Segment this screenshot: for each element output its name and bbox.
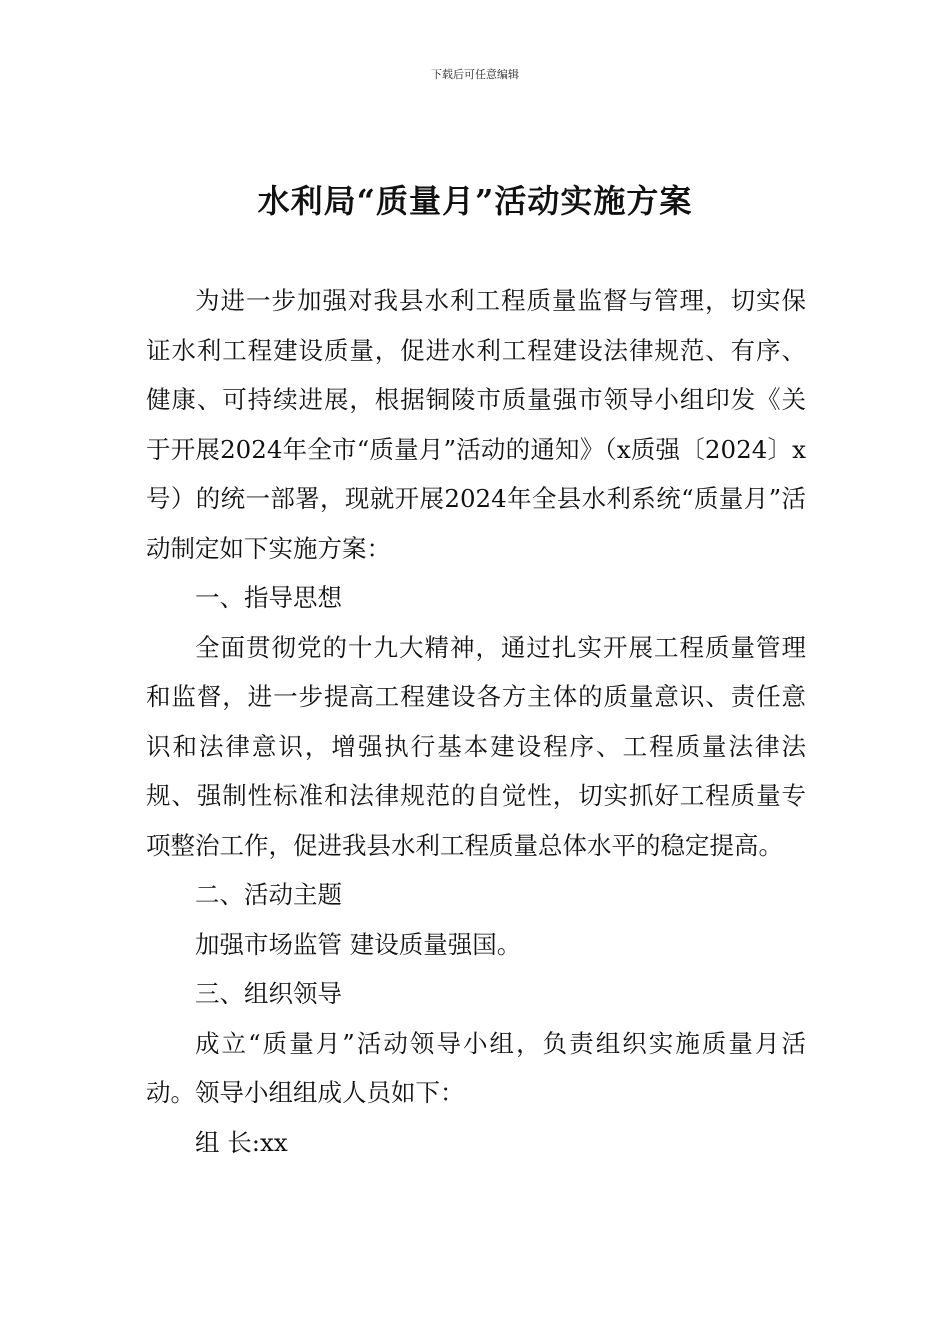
document-body xyxy=(146,276,806,1167)
intro-paragraph: 为进一步加强对我县水利工程质量监督与管理，切实保证水利工程建设质量，促进水利工程建设法律规范、有序、健康、可持续进展，根据铜陵市质量强市领导小组印发《关于开展2024年全市“质量月”活动的通知》（x质强〔2024〕x号）的统一部署，现就开展2024年全县水利系统“质量月”活动制定如下实施方案： xyxy=(146,286,806,563)
section-heading-activity-theme: 二、活动主题 xyxy=(195,880,342,909)
section-heading-guiding-ideology: 一、指导思想 xyxy=(195,583,342,612)
guiding-ideology-paragraph: 全面贯彻党的十九大精神，通过扎实开展工程质量管理和监督，进一步提高工程建设各方主体的质量意识、责任意识和法律意识，增强执行基本建设程序、工程质量法律法规、强制性标准和法律规范的自觉性，切实抓好工程质量专项整治工作，促进我县水利工程质量总体水平的稳定提高。 xyxy=(146,632,806,860)
header-note: 下载后可任意编辑 xyxy=(431,68,519,81)
activity-theme-paragraph: 加强市场监管 建设质量强国。 xyxy=(195,929,522,959)
document-title: 水利局“质量月”活动实施方案 xyxy=(257,182,693,220)
organization-paragraph: 成立“质量月”活动领导小组，负责组织实施质量月活动。领导小组组成人员如下： xyxy=(146,1028,806,1107)
section-heading-organization: 三、组织领导 xyxy=(195,979,342,1008)
group-leader-line: 组 长:xx xyxy=(195,1127,288,1157)
